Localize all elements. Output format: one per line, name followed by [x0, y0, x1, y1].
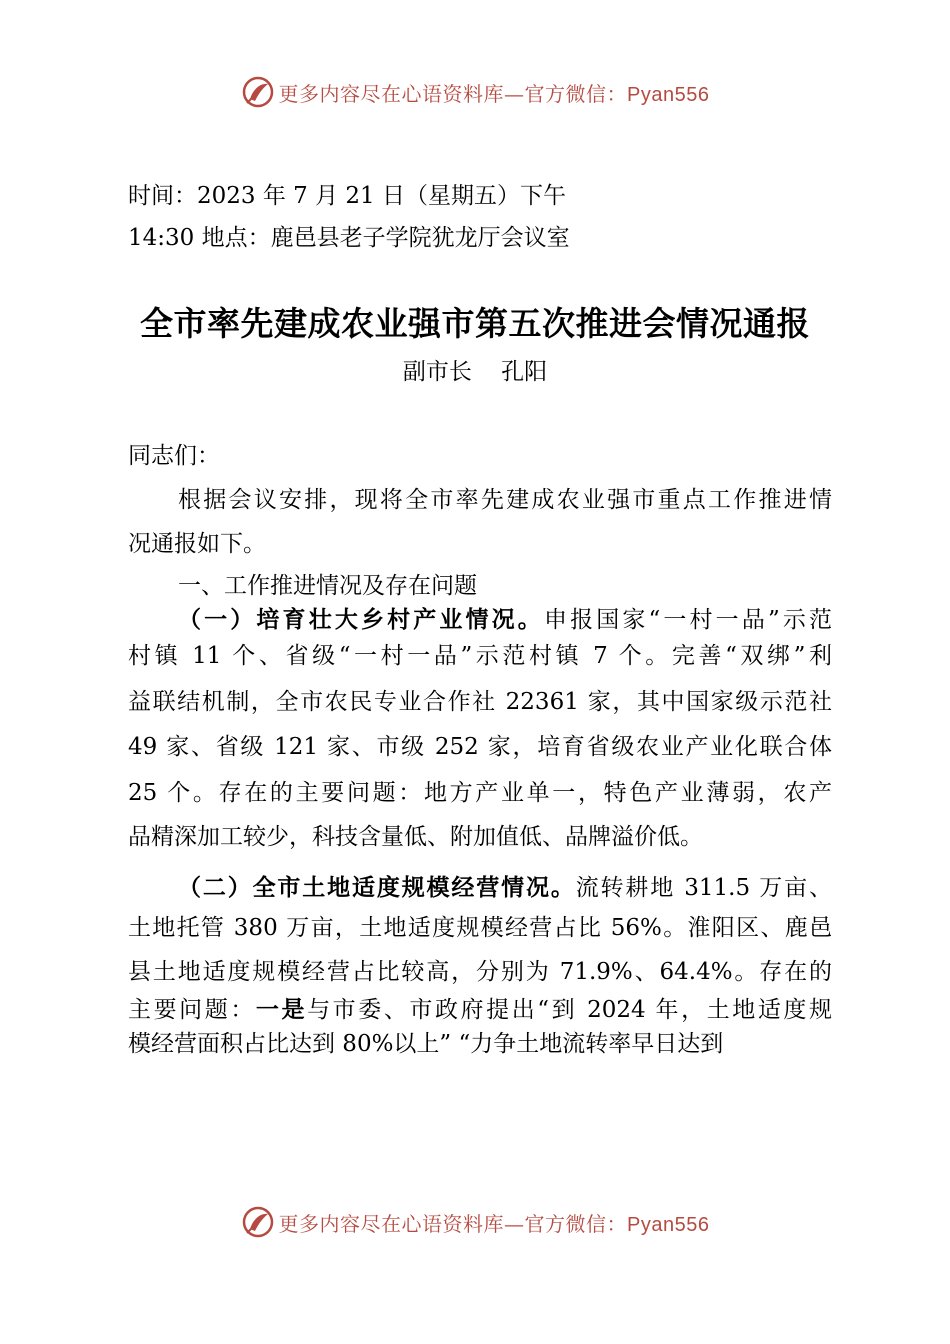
footer-watermark [0, 1202, 950, 1242]
subsection-heading: （二）全市土地适度规模经营情况。 [178, 875, 576, 901]
brand-logo-icon [241, 1205, 275, 1239]
watermark-text: 更多内容尽在心语资料库—官方微信：Pyan556 [278, 81, 710, 106]
intro-line: 况通报如下。 [128, 531, 266, 557]
subsection-heading: （一）培育壮大乡村产业情况。 [178, 607, 544, 633]
section-heading: 一、工作推进情况及存在问题 [178, 573, 477, 599]
paragraph-line: 村镇 11 个、省级“一村一品”示范村镇 7 个。完善“双绑”利 [128, 643, 832, 669]
paragraph-line: 益联结机制，全市农民专业合作社 22361 家，其中国家级示范社 [128, 689, 832, 715]
watermark-text: 更多内容尽在心语资料库—官方微信：Pyan556 [278, 1211, 710, 1236]
paragraph-line: 品精深加工较少，科技含量低、附加值低、品牌溢价低。 [128, 824, 703, 850]
brand-logo-icon [241, 75, 275, 109]
speaker-byline: 副市长 孔阳 [402, 359, 548, 385]
meeting-time: 时间：2023 年 7 月 21 日（星期五）下午 [128, 183, 566, 209]
paragraph-line: 土地托管 380 万亩，土地适度规模经营占比 56%。淮阳区、鹿邑 [128, 915, 832, 941]
paragraph-line: 县土地适度规模经营占比较高，分别为 71.9%、64.4%。存在的 [128, 959, 832, 985]
paragraph-line: 主要问题：一是与市委、市政府提出“到 2024 年，土地适度规 [128, 997, 833, 1023]
document-title: 全市率先建成农业强市第五次推进会情况通报 [140, 304, 810, 343]
paragraph-line: 模经营面积占比达到 80%以上” “力争土地流转率早日达到 [128, 1031, 724, 1057]
paragraph-line: 25 个。存在的主要问题：地方产业单一，特色产业薄弱，农产 [128, 780, 832, 806]
paragraph-line: （一）培育壮大乡村产业情况。申报国家“一村一品”示范 [178, 607, 832, 633]
greeting: 同志们： [128, 443, 220, 469]
intro-line: 根据会议安排，现将全市率先建成农业强市重点工作推进情 [178, 487, 832, 513]
paragraph-line: （二）全市土地适度规模经营情况。流转耕地 311.5 万亩、 [178, 875, 832, 901]
meeting-location: 14:30 地点：鹿邑县老子学院犹龙厅会议室 [128, 225, 570, 251]
emphasis-text: 一是 [255, 997, 308, 1023]
paragraph-line: 49 家、省级 121 家、市级 252 家，培育省级农业产业化联合体 [128, 734, 832, 760]
header-watermark [0, 72, 950, 112]
